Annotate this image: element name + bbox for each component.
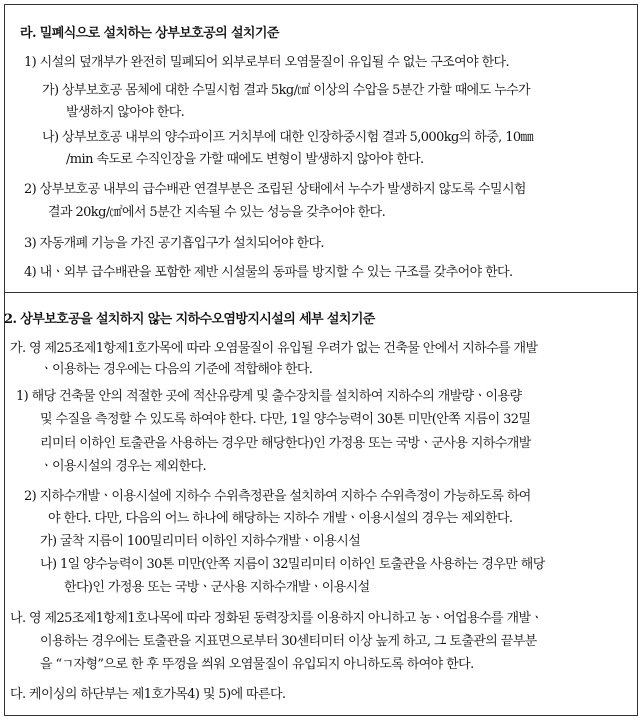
s2-da: 다. 케이싱의 하단부는 제1호가목4) 및 5)에 따른다.: [10, 687, 286, 702]
ra-item1-na-line2: /min 속도로 수직인장을 가할 때에도 변형이 발생하지 않아야 한다.: [66, 152, 424, 167]
ra-item2-line1: 2) 상부보호공 내부의 급수배관 연결부분은 조립된 상태에서 누수가 발생하지 않도록 수밀시험: [24, 182, 526, 197]
ra-item3: 3) 자동개폐 기능을 가진 공기흡입구가 설치되어야 한다.: [24, 236, 324, 251]
s2-na-line3: 을 “ㄱ자형”으로 한 후 뚜껑을 씌워 오염물질이 유입되지 아니하도록 하여야 한다.: [40, 657, 474, 672]
s2-ga-item2-line1: 2) 지하수개발ㆍ이용시설에 지하수 수위측정관을 설치하여 지하수 수위측정이 가능하도록 하여: [24, 489, 531, 504]
ra-item1-na-line1: 나) 상부보호공 내부의 양수파이프 거치부에 대한 인장하중시험 결과 5,000kg의 하중, 10㎜: [42, 130, 533, 145]
section-ra-heading: 라. 밀폐식으로 설치하는 상부보호공의 설치기준: [20, 26, 279, 41]
s2-ga-item1-line4: ㆍ이용시설의 경우는 제외한다.: [40, 459, 207, 474]
section-divider: [4, 292, 638, 293]
ra-item4: 4) 내ㆍ외부 급수배관을 포함한 제반 시설물의 동파를 방지할 수 있는 구조를 갖추어야 한다.: [24, 265, 513, 280]
s2-ga-item2-na-line2: 한다)인 가정용 또는 국방ㆍ군사용 지하수개발ㆍ이용시설: [64, 580, 370, 595]
s2-ga-item1-line3: 리미터 이하인 토출관을 사용하는 경우만 해당한다)인 가정용 또는 국방ㆍ군사용 지하수개발: [40, 436, 531, 451]
s2-na-line1: 나. 영 제25조제1항제1호나목에 따라 정화된 동력장치를 이용하지 아니하고 농ㆍ어업용수를 개발ㆍ: [10, 611, 543, 626]
s2-ga-item1-line1: 1) 해당 건축물 안의 적절한 곳에 적산유량계 및 출수장치를 설치하여 지하수의 개발량ㆍ이용량: [16, 389, 522, 404]
s2-ga-item1-line2: 및 수질을 측정할 수 있도록 하여야 한다. 다만, 1일 양수능력이 30톤 미만(안쪽 지름이 32밀: [40, 412, 531, 427]
ra-item1-ga-line2: 발생하지 않아야 한다.: [66, 105, 185, 120]
s2-na-line2: 이용하는 경우에는 토출관을 지표면으로부터 30센티미터 이상 높게 하고, 그 토출관의 끝부분: [40, 634, 537, 649]
ra-item1-line1: 1) 시설의 덮개부가 완전히 밀폐되어 외부로부터 오염물질이 유입될 수 없는 구조여야 한다.: [24, 55, 510, 70]
s2-ga-item2-na-line1: 나) 1일 양수능력이 30톤 미만(안쪽 지름이 32밀리미터 이하인 토출관을 사용하는 경우만 해당: [40, 557, 545, 572]
ra-item1-ga-line1: 가) 상부보호공 몸체에 대한 수밀시험 결과 5kg/㎠ 이상의 수압을 5분간 가할 때에도 누수가: [42, 83, 530, 98]
s2-ga-item2-ga: 가) 굴착 지름이 100밀리미터 이하인 지하수개발ㆍ이용시설: [40, 534, 361, 549]
s2-ga-line2: ㆍ이용하는 경우에는 다음의 기준에 적합해야 한다.: [40, 362, 313, 377]
s2-ga-line1: 가. 영 제25조제1항제1호가목에 따라 오염물질이 유입될 우려가 없는 건축물 안에서 지하수를 개발: [10, 341, 538, 356]
section-2-heading: 2. 상부보호공을 설치하지 않는 지하수오염방지시설의 세부 설치기준: [4, 312, 375, 327]
s2-ga-item2-line2: 야 한다. 다만, 다음의 어느 하나에 해당하는 지하수 개발ㆍ이용시설의 경우는 제외한다.: [48, 511, 513, 526]
ra-item2-line2: 결과 20kg/㎠에서 5분간 지속될 수 있는 성능을 갖추어야 한다.: [48, 205, 386, 220]
